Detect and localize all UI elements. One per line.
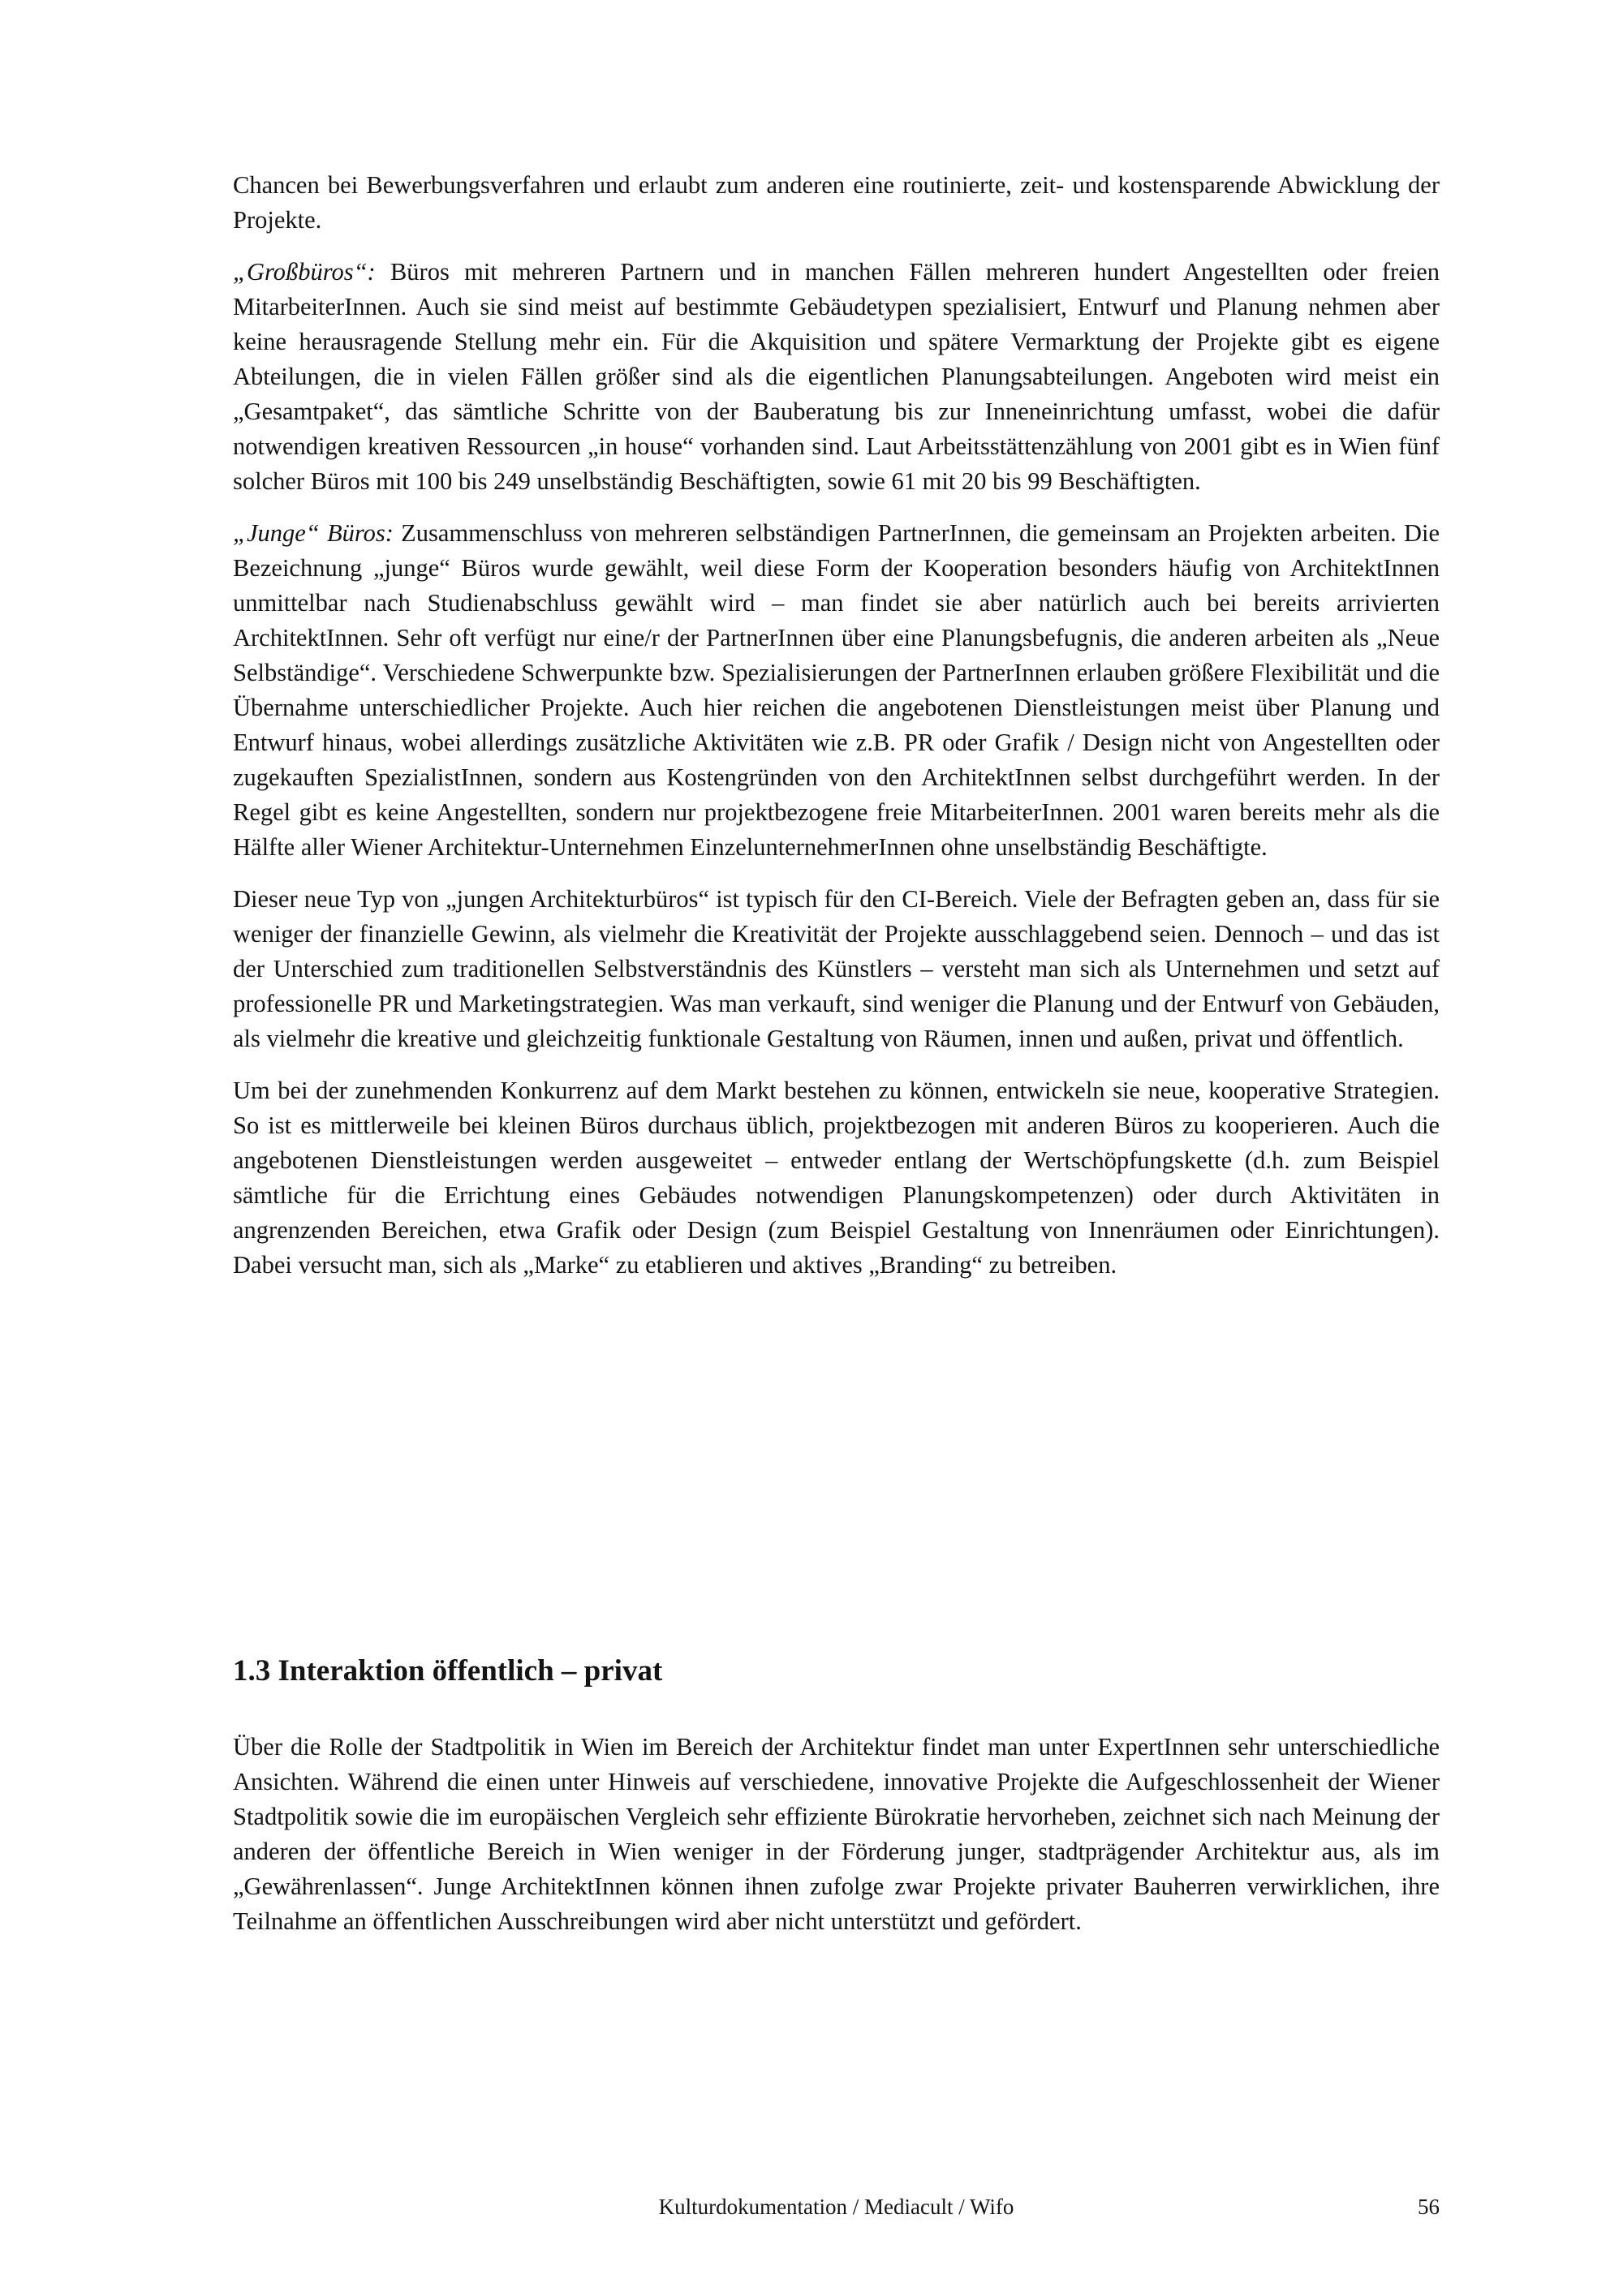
paragraph-junge-bueros	[233, 516, 1440, 865]
paragraph-neuer-typ	[233, 882, 1440, 1056]
paragraph-grossbueros	[233, 255, 1440, 499]
paragraph-text: Um bei der zunehmenden Konkurrenz auf dem Markt bestehen zu können, entwickeln sie neue, kooperative Strategien. So ist es mittlerweile bei kleinen Büros durchaus üblich, projektbezogen mit anderen Büros zu kooperieren. Auch die angebotenen Dienstleistungen werden ausgeweitet – entweder entlang der Wertschöpfungskette (d.h. zum Beispiel sämtliche für die Errichtung eines Gebäudes notwendigen Planungskompetenzen) oder durch Aktivitäten in angrenzenden Bereichen, etwa Grafik oder Design (zum Beispiel Gestaltung von Innenräumen oder Einrichtungen). Dabei versucht man, sich als „Marke“ zu etablieren und aktives „Branding“ zu betreiben.	[233, 1077, 1440, 1279]
paragraph-text: Büros mit mehreren Partnern und in manchen Fällen mehreren hundert Angestellten oder freien MitarbeiterInnen. Auch sie sind meist auf bestimmte Gebäudetypen spezialisiert, Entwurf und Planung nehmen aber keine herausragende Stellung mehr ein. Für die Akquisition und spätere Vermarktung der Projekte gibt es eigene Abteilungen, die in vielen Fällen größer sind als die eigentlichen Planungsabteilungen. Angeboten wird meist ein „Gesamtpaket“, das sämtliche Schritte von der Bauberatung bis zur Inneneinrichtung umfasst, wobei die dafür notwendigen kreativen Ressourcen „in house“ vorhanden sind. Laut Arbeitsstättenzählung von 2001 gibt es in Wien fünf solcher Büros mit 100 bis 249 unselbständig Beschäftigten, sowie 61 mit 20 bis 99 Beschäftigten.	[233, 258, 1440, 495]
paragraph-text: Zusammenschluss von mehreren selbständigen PartnerInnen, die gemeinsam an Projekten arbeiten. Die Bezeichnung „junge“ Büros wurde gewählt, weil diese Form der Kooperation besonders häufig von ArchitektInnen unmittelbar nach Studienabschluss gewählt wird – man findet sie aber natürlich auch bei bereits arrivierten ArchitektInnen. Sehr oft verfügt nur eine/r der PartnerInnen über eine Planungsbefugnis, die anderen arbeiten als „Neue Selbständige“. Verschiedene Schwerpunkte bzw. Spezialisierungen der PartnerInnen erlauben größere Flexibilität und die Übernahme unterschiedlicher Projekte. Auch hier reichen die angebotenen Dienstleistungen meist über Planung und Entwurf hinaus, wobei allerdings zusätzliche Aktivitäten wie z.B. PR oder Grafik / Design nicht von Angestellten oder zugekauften SpezialistInnen, sondern aus Kostengründen von den ArchitektInnen selbst durchgeführt werden. In der Regel gibt es keine Angestellten, sondern nur projektbezogene freie MitarbeiterInnen. 2001 waren bereits mehr als die Hälfte aller Wiener Architektur-Unternehmen EinzelunternehmerInnen ohne unselbständig Beschäftigte.	[233, 519, 1440, 861]
section-heading: 1.3 Interaktion öffentlich – privat	[233, 1654, 663, 1688]
paragraph-konkurrenz	[233, 1073, 1440, 1283]
paragraph-text: Dieser neue Typ von „jungen Architekturbüros“ ist typisch für den CI-Bereich. Viele der Befragten geben an, dass für sie weniger der finanzielle Gewinn, als vielmehr die Kreativität der Projekte ausschlaggebend seien. Dennoch – und das ist der Unterschied zum traditionellen Selbstverständnis des Künstlers – versteht man sich als Unternehmen und setzt auf professionelle PR und Marketingstrategien. Was man verkauft, sind weniger die Planung und der Entwurf von Gebäuden, als vielmehr die kreative und gleichzeitig funktionale Gestaltung von Räumen, innen und außen, privat und öffentlich.	[233, 885, 1440, 1052]
term-grossbueros: „Großbüros“:	[233, 258, 376, 286]
paragraph-text: Chancen bei Bewerbungsverfahren und erlaubt zum anderen eine routinierte, zeit- und kostensparende Abwicklung der Projekte.	[233, 171, 1440, 234]
section-body	[233, 1730, 1440, 1956]
term-junge-bueros: „Junge“ Büros:	[233, 519, 394, 547]
page-footer	[233, 2191, 1440, 2223]
paragraph-continuation	[233, 168, 1440, 238]
body-text	[233, 168, 1440, 1300]
footer-source: Kulturdokumentation / Mediacult / Wifo	[658, 2195, 1014, 2219]
page-number: 56	[1418, 2195, 1440, 2219]
paragraph-stadtpolitik: Über die Rolle der Stadtpolitik in Wien im Bereich der Architektur findet man unter ExpertInnen sehr unterschiedliche Ansichten. Während die einen unter Hinweis auf verschiedene, innovative Projekte die Aufgeschlossenheit der Wiener Stadtpolitik sowie die im europäischen Vergleich sehr effiziente Bürokratie hervorheben, zeichnet sich nach Meinung der anderen der öffentliche Bereich in Wien weniger in der Förderung junger, stadtprägender Architektur aus, als im „Gewährenlassen“. Junge ArchitektInnen können ihnen zufolge zwar Projekte privater Bauherren verwirklichen, ihre Teilnahme an öffentlichen Ausschreibungen wird aber nicht unterstützt und gefördert.	[233, 1733, 1440, 1935]
